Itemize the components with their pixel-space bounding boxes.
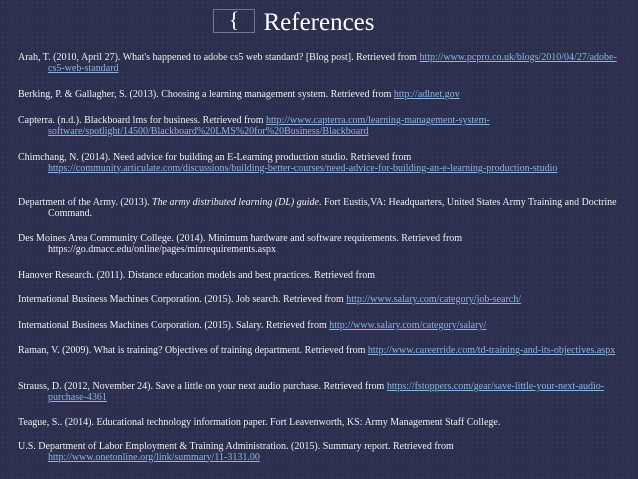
reference-arah: [18, 53, 630, 74]
reference-link[interactable]: http://www.pcpro.co.uk/blogs/2010/04/27/adobe-cs5-web-standard: [48, 52, 617, 74]
reference-chimchang: [18, 153, 630, 174]
reference-link[interactable]: https://fstoppers.com/gear/save-little-your-next-audio-purchase-4361: [48, 381, 605, 403]
reference-link[interactable]: http://www.salary.com/category/job-search/: [346, 294, 522, 305]
reference-text: Chimchang, N. (2014). Need advice for building an E-Learning production studio. Retrieved from: [18, 152, 412, 163]
reference-raman: [18, 346, 630, 357]
reference-teague: [18, 418, 630, 429]
reference-text: Arah, T. (2010, April 27). What's happened to adobe cs5 web standard? [Blog post]. Retrieved from: [18, 52, 420, 63]
reference-hanover: [18, 271, 630, 282]
page-title: References: [263, 9, 375, 36]
reference-text: Des Moines Area Community College. (2014). Minimum hardware and software requirements. Retrieved from: [18, 233, 463, 244]
reference-text-tail: . Fort Eustis,VA: Headquarters, United States Army Training and Doctrine Command.: [48, 197, 617, 219]
reference-url: https://go.dmacc.edu/online/pages/minrequirements.aspx: [48, 243, 277, 255]
reference-text: Berking, P. & Gallagher, S. (2013). Choosing a learning management system. Retrieved from: [18, 89, 394, 100]
reference-text: International Business Machines Corporation. (2015). Salary. Retrieved from: [18, 320, 330, 331]
reference-link[interactable]: http://www.capterra.com/learning-management-system-software/spotlight/14500/Blackboard%20LMS%20for%20Business/Blackboard: [48, 115, 490, 137]
reference-text: U.S. Department of Labor Employment & Training Administration. (2015). Summary report. Retrieved from: [18, 441, 454, 452]
reference-dmacc: [18, 234, 630, 255]
reference-berking: [18, 90, 630, 101]
reference-link[interactable]: http://adlnet.gov: [393, 89, 460, 100]
reference-link[interactable]: http://www.onetonline.org/link/summary/11-3131.00: [48, 451, 260, 463]
reference-text: International Business Machines Corporation. (2015). Job search. Retrieved from: [18, 294, 347, 305]
reference-capterra: [18, 116, 630, 137]
title-brace-mark: {: [213, 9, 255, 33]
reference-link[interactable]: https://community.articulate.com/discussions/building-better-courses/need-advice-for-building-an-e-learning-production-studio: [48, 162, 558, 174]
reference-ibm-salary: [18, 321, 630, 332]
reference-link[interactable]: http://www.salary.com/category/salary/: [329, 320, 487, 331]
reference-text: Teague, S.. (2014). Educational technology information paper. Fort Leavenworth, KS: Army Management Staff College.: [18, 417, 501, 428]
reference-ibm-job-search: [18, 295, 630, 306]
reference-text: Raman, V. (2009). What is training? Objectives of training department. Retrieved from: [18, 345, 368, 356]
reference-text: Strauss, D. (2012, November 24). Save a little on your next audio purchase. Retrieved from: [18, 381, 387, 392]
reference-text: Department of the Army. (2013).: [18, 197, 153, 208]
reference-strauss: [18, 382, 630, 403]
reference-text: Capterra. (n.d.). Blackboard lms for business. Retrieved from: [18, 115, 266, 126]
reference-link[interactable]: http://www.careerride.com/td-training-and-its-objectives.aspx: [367, 345, 616, 356]
reference-army: [18, 198, 630, 219]
reference-dol: [18, 442, 630, 463]
reference-title-italic: The army distributed learning (DL) guide: [152, 197, 319, 208]
reference-text: Hanover Research. (2011). Distance education models and best practices. Retrieved from: [18, 270, 375, 281]
